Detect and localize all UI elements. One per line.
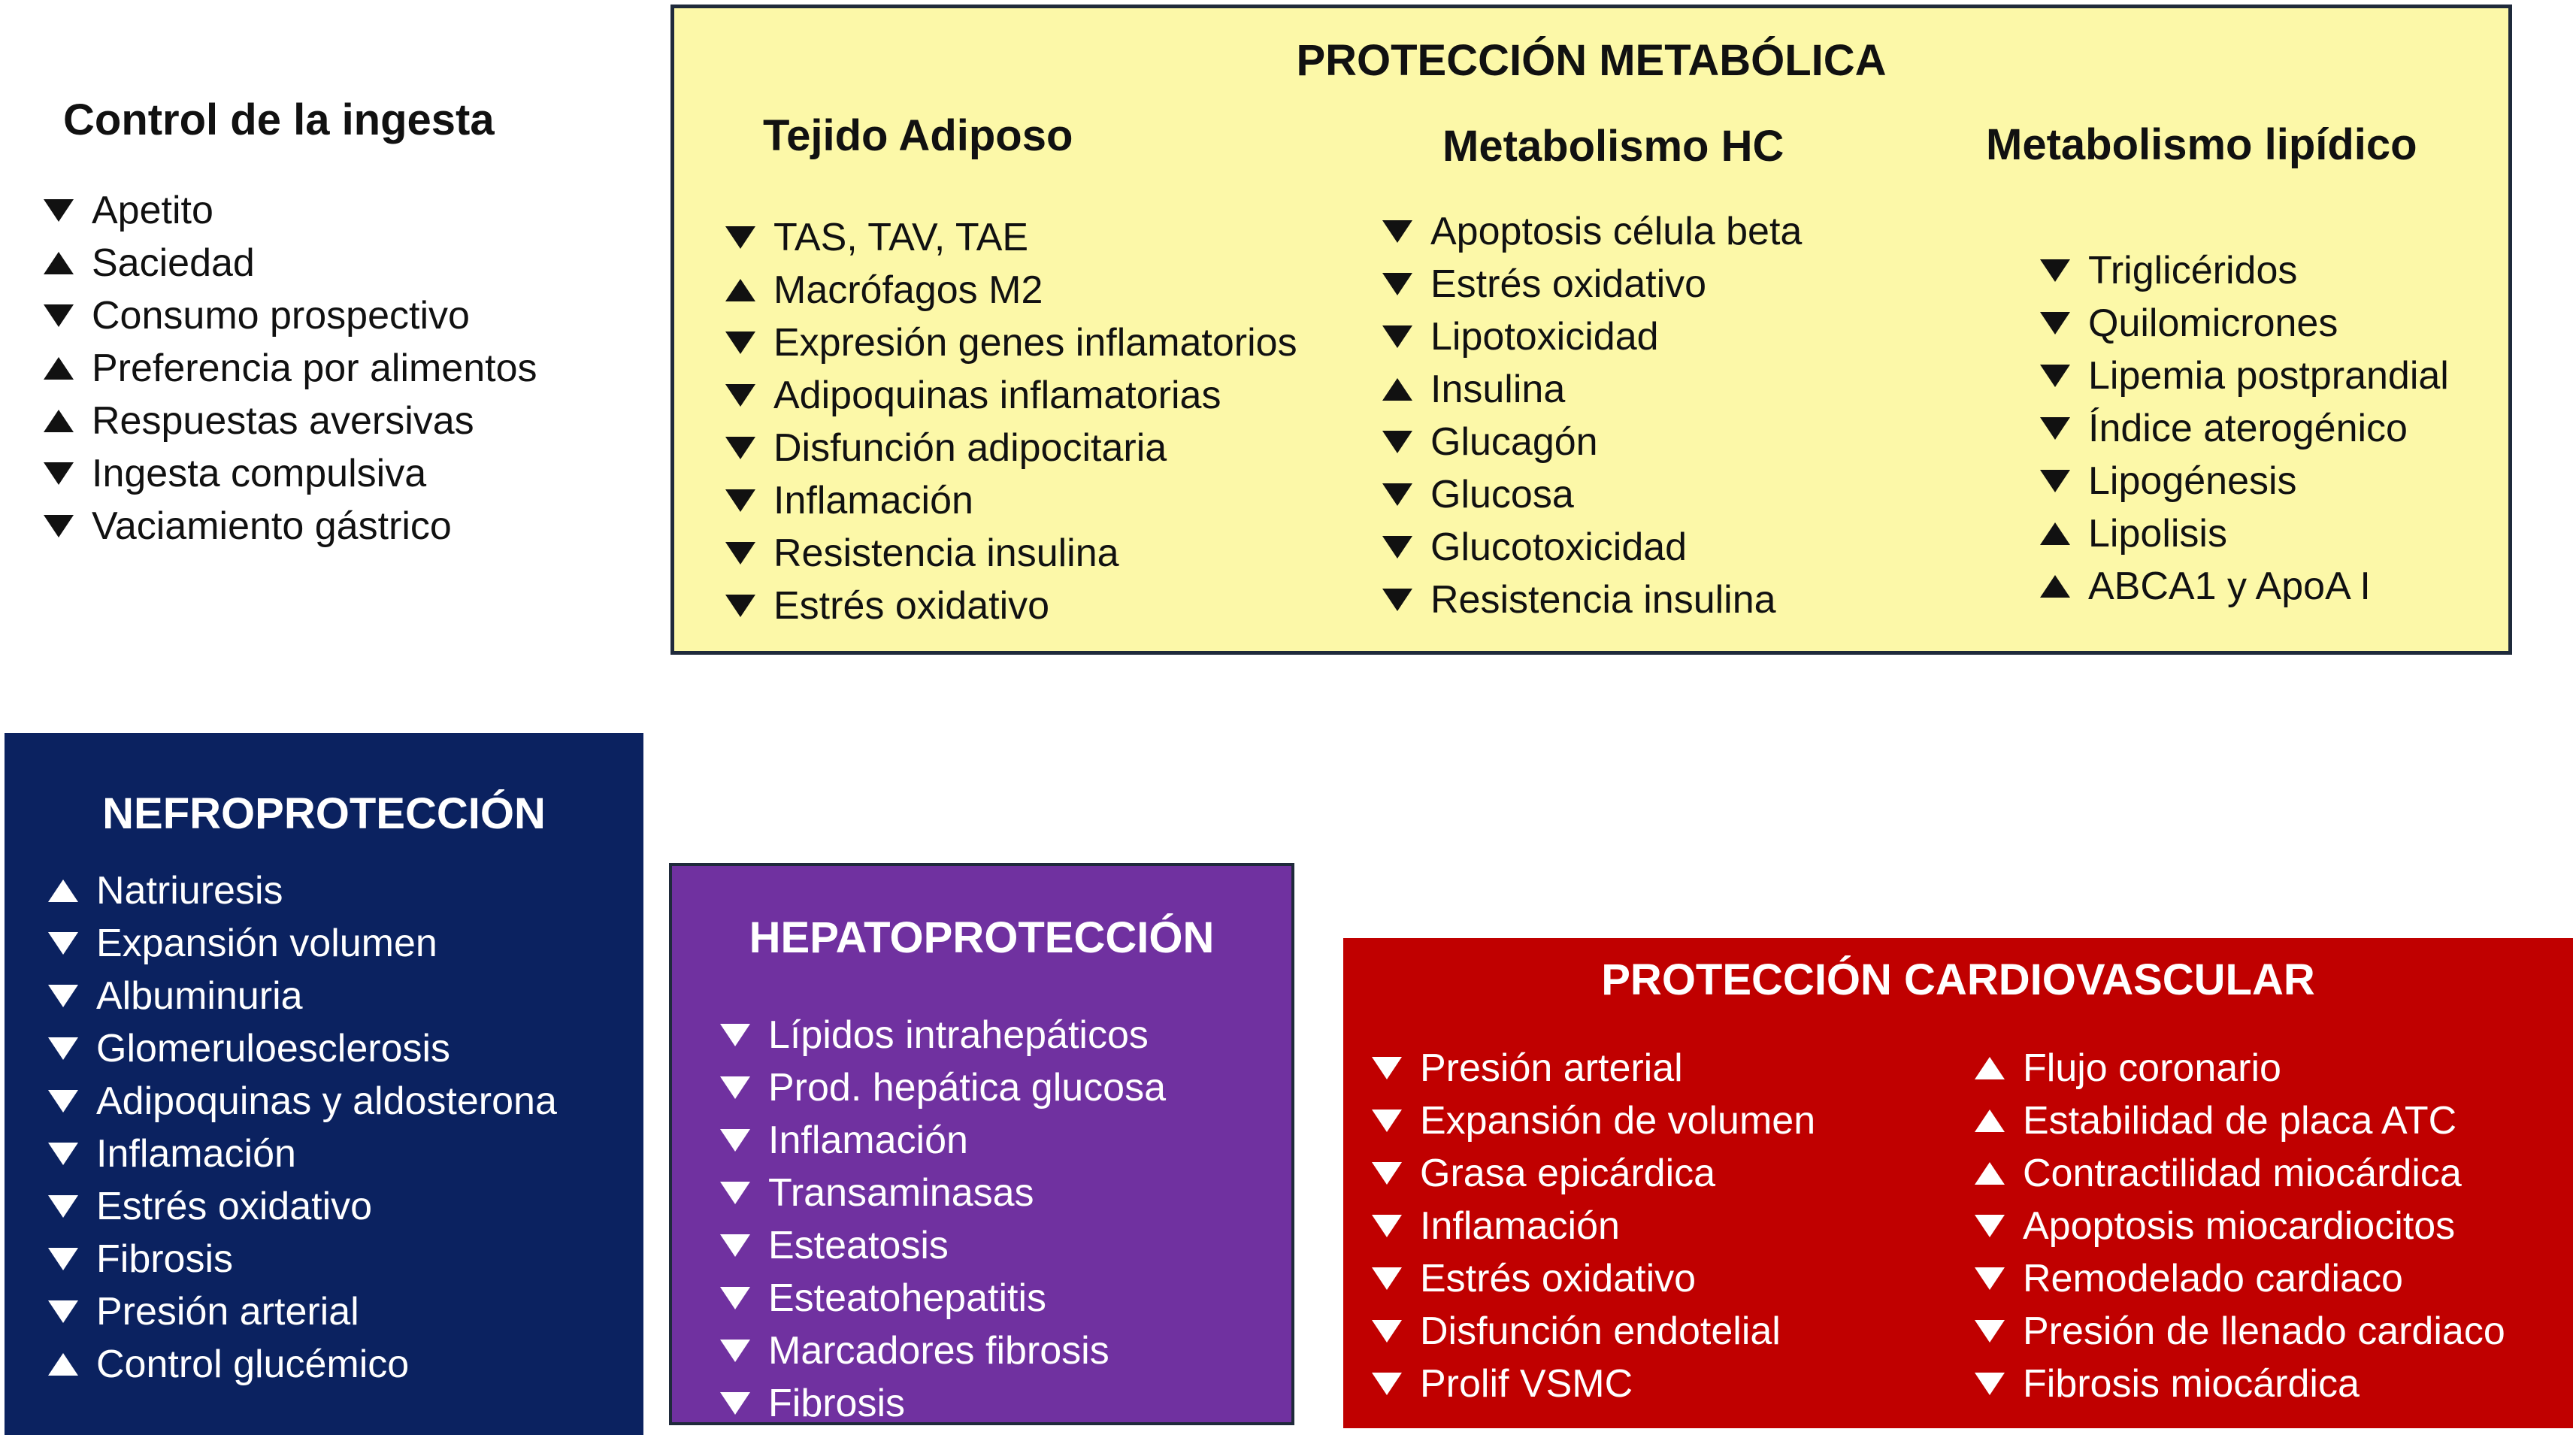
list-item-label: Expansión de volumen	[1420, 1099, 1816, 1143]
arrow-down-icon	[44, 462, 74, 485]
list-item	[725, 369, 1297, 422]
list-item-label: Apetito	[92, 189, 213, 232]
arrow-down-icon	[1975, 1320, 2005, 1343]
list-item-label: TAS, TAV, TAE	[773, 216, 1029, 259]
list-item-label: Estabilidad de placa ATC	[2023, 1099, 2457, 1143]
list-item	[44, 395, 537, 447]
arrow-up-icon	[44, 252, 74, 274]
list-item	[720, 1009, 1166, 1061]
arrow-down-icon	[1382, 589, 1412, 611]
arrow-up-icon	[2040, 575, 2070, 598]
arrow-up-icon	[44, 410, 74, 432]
list-item-label: Esteatosis	[768, 1224, 949, 1267]
list-item-label: Glucotoxicidad	[1430, 525, 1688, 569]
list-item-label: Fibrosis	[768, 1382, 906, 1425]
list-item-label: Vaciamiento gástrico	[92, 504, 452, 548]
list-item	[1975, 1094, 2505, 1147]
list-item-label: Natriuresis	[96, 869, 283, 913]
arrow-down-icon	[2040, 259, 2070, 282]
list-item	[48, 917, 557, 970]
carbohydrate-metabolism-heading: Metabolismo HC	[1442, 122, 1784, 171]
list-item-label: Marcadores fibrosis	[768, 1329, 1109, 1373]
list-item	[44, 184, 537, 237]
list-item	[1382, 310, 1802, 363]
arrow-down-icon	[725, 437, 755, 459]
list-item-label: Triglicéridos	[2088, 249, 2298, 292]
list-item	[1372, 1094, 1815, 1147]
list-item-label: Expansión volumen	[96, 922, 437, 965]
hepatoprotection-list	[720, 1009, 1166, 1430]
list-item	[1975, 1042, 2505, 1094]
list-item-label: Estrés oxidativo	[1430, 262, 1707, 306]
list-item	[1372, 1305, 1815, 1358]
list-item-label: Adipoquinas inflamatorias	[773, 374, 1221, 417]
list-item-label: Expresión genes inflamatorios	[773, 321, 1297, 365]
list-item-label: Inflamación	[1420, 1204, 1620, 1248]
carbohydrate-metabolism-list	[1382, 205, 1802, 626]
lipid-metabolism-list	[2040, 244, 2449, 613]
list-item	[2040, 350, 2449, 402]
arrow-down-icon	[48, 1090, 78, 1113]
list-item	[44, 447, 537, 500]
list-item	[1372, 1358, 1815, 1410]
list-item-label: Estrés oxidativo	[96, 1185, 373, 1228]
arrow-down-icon	[725, 331, 755, 354]
arrow-down-icon	[1382, 483, 1412, 506]
arrow-down-icon	[720, 1392, 750, 1415]
list-item	[1975, 1305, 2505, 1358]
list-item-label: Glucosa	[1430, 473, 1574, 516]
arrow-down-icon	[2040, 365, 2070, 387]
list-item	[725, 580, 1297, 632]
arrow-down-icon	[1975, 1215, 2005, 1237]
arrow-down-icon	[1372, 1057, 1402, 1079]
list-item	[720, 1377, 1166, 1430]
arrow-down-icon	[720, 1234, 750, 1257]
cardiovascular-list-right	[1975, 1042, 2505, 1410]
list-item-label: Glomeruloesclerosis	[96, 1027, 451, 1070]
list-item	[44, 289, 537, 342]
arrow-down-icon	[1372, 1320, 1402, 1343]
arrow-down-icon	[1382, 431, 1412, 453]
list-item	[1382, 363, 1802, 416]
list-item	[48, 864, 557, 917]
list-item-label: Inflamación	[768, 1119, 968, 1162]
list-item-label: Lípidos intrahepáticos	[768, 1013, 1149, 1057]
nephroprotection-list	[48, 864, 557, 1391]
arrow-down-icon	[48, 1037, 78, 1060]
list-item-label: Preferencia por alimentos	[92, 347, 537, 390]
arrow-down-icon	[725, 542, 755, 565]
list-item	[725, 474, 1297, 527]
list-item	[2040, 455, 2449, 507]
list-item	[2040, 244, 2449, 297]
list-item-label: Consumo prospectivo	[92, 294, 470, 338]
nephroprotection-panel	[5, 733, 643, 1435]
list-item	[725, 422, 1297, 474]
list-item	[725, 527, 1297, 580]
list-item-label: Inflamación	[773, 479, 973, 522]
arrow-down-icon	[720, 1024, 750, 1046]
intake-control-panel	[30, 83, 646, 571]
list-item-label: Resistencia insulina	[1430, 578, 1776, 622]
arrow-down-icon	[1372, 1110, 1402, 1132]
arrow-down-icon	[2040, 312, 2070, 335]
list-item	[725, 264, 1297, 316]
list-item-label: Remodelado cardiaco	[2023, 1257, 2403, 1300]
list-item	[48, 1285, 557, 1338]
list-item	[48, 1338, 557, 1391]
list-item-label: Apoptosis miocardiocitos	[2023, 1204, 2456, 1248]
arrow-down-icon	[720, 1076, 750, 1099]
arrow-up-icon	[2040, 522, 2070, 545]
arrow-down-icon	[44, 304, 74, 327]
metabolic-protection-panel	[670, 5, 2512, 655]
arrow-down-icon	[725, 489, 755, 512]
arrow-down-icon	[1372, 1267, 1402, 1290]
list-item	[1382, 521, 1802, 574]
list-item-label: Fibrosis	[96, 1237, 234, 1281]
lipid-metabolism-heading: Metabolismo lipídico	[1986, 120, 2417, 169]
list-item	[1372, 1147, 1815, 1200]
arrow-down-icon	[720, 1287, 750, 1309]
arrow-down-icon	[725, 595, 755, 617]
list-item	[725, 211, 1297, 264]
adipose-tissue-list	[725, 211, 1297, 632]
arrow-up-icon	[48, 879, 78, 902]
list-item-label: Disfunción endotelial	[1420, 1309, 1781, 1353]
list-item-label: Prolif VSMC	[1420, 1362, 1633, 1406]
list-item-label: Control glucémico	[96, 1343, 410, 1386]
list-item-label: Índice aterogénico	[2088, 407, 2408, 450]
list-item-label: ABCA1 y ApoA I	[2088, 565, 2371, 608]
nephroprotection-title: NEFROPROTECCIÓN	[102, 789, 546, 838]
list-item-label: Glucagón	[1430, 420, 1598, 464]
cardiovascular-list-left	[1372, 1042, 1815, 1410]
list-item-label: Inflamación	[96, 1132, 296, 1176]
list-item	[1382, 468, 1802, 521]
arrow-down-icon	[1975, 1267, 2005, 1290]
list-item-label: Grasa epicárdica	[1420, 1152, 1716, 1195]
arrow-down-icon	[48, 1195, 78, 1218]
list-item-label: Macrófagos M2	[773, 268, 1043, 312]
list-item	[1975, 1200, 2505, 1252]
list-item	[720, 1061, 1166, 1114]
list-item	[44, 237, 537, 289]
list-item	[1382, 205, 1802, 258]
list-item-label: Apoptosis célula beta	[1430, 210, 1803, 253]
list-item	[44, 342, 537, 395]
list-item-label: Lipemia postprandial	[2088, 354, 2449, 398]
list-item	[1382, 258, 1802, 310]
list-item	[725, 316, 1297, 369]
list-item	[1372, 1252, 1815, 1305]
list-item-label: Prod. hepática glucosa	[768, 1066, 1167, 1110]
list-item	[720, 1219, 1166, 1272]
arrow-down-icon	[720, 1182, 750, 1204]
arrow-down-icon	[48, 1143, 78, 1165]
list-item-label: Lipogénesis	[2088, 459, 2297, 503]
cardiovascular-protection-panel	[1343, 938, 2573, 1428]
list-item	[1975, 1358, 2505, 1410]
list-item-label: Estrés oxidativo	[1420, 1257, 1697, 1300]
arrow-down-icon	[1382, 220, 1412, 243]
list-item-label: Contractilidad miocárdica	[2023, 1152, 2462, 1195]
metabolic-title: PROTECCIÓN METABÓLICA	[1296, 36, 1887, 85]
arrow-up-icon	[44, 357, 74, 380]
list-item	[720, 1272, 1166, 1324]
list-item	[720, 1167, 1166, 1219]
list-item	[44, 500, 537, 552]
arrow-down-icon	[44, 515, 74, 537]
hepatoprotection-title: HEPATOPROTECCIÓN	[749, 913, 1215, 962]
list-item	[48, 1180, 557, 1233]
list-item	[1372, 1200, 1815, 1252]
arrow-down-icon	[720, 1129, 750, 1152]
arrow-down-icon	[2040, 470, 2070, 492]
list-item-label: Esteatohepatitis	[768, 1276, 1047, 1320]
list-item-label: Presión arterial	[96, 1290, 359, 1334]
arrow-down-icon	[2040, 417, 2070, 440]
arrow-down-icon	[44, 199, 74, 222]
list-item	[1372, 1042, 1815, 1094]
list-item	[2040, 297, 2449, 350]
list-item-label: Quilomicrones	[2088, 301, 2338, 345]
list-item	[2040, 507, 2449, 560]
arrow-down-icon	[48, 1248, 78, 1270]
list-item-label: Lipotoxicidad	[1430, 315, 1659, 359]
list-item-label: Lipolisis	[2088, 512, 2227, 556]
list-item-label: Ingesta compulsiva	[92, 452, 427, 495]
list-item-label: Respuestas aversivas	[92, 399, 474, 443]
list-item-label: Saciedad	[92, 241, 255, 285]
arrow-down-icon	[48, 1300, 78, 1323]
list-item-label: Presión arterial	[1420, 1046, 1683, 1090]
list-item	[2040, 560, 2449, 613]
list-item	[1975, 1147, 2505, 1200]
list-item	[720, 1324, 1166, 1377]
arrow-down-icon	[1372, 1373, 1402, 1395]
intake-title: Control de la ingesta	[63, 95, 495, 144]
list-item	[1975, 1252, 2505, 1305]
intake-list	[44, 184, 537, 552]
list-item	[48, 1022, 557, 1075]
list-item	[48, 1128, 557, 1180]
list-item-label: Transaminasas	[768, 1171, 1034, 1215]
arrow-up-icon	[1975, 1162, 2005, 1185]
arrow-down-icon	[1382, 273, 1412, 295]
arrow-down-icon	[1382, 325, 1412, 348]
arrow-down-icon	[1372, 1162, 1402, 1185]
arrow-up-icon	[1382, 378, 1412, 401]
arrow-up-icon	[725, 279, 755, 301]
arrow-down-icon	[720, 1340, 750, 1362]
list-item-label: Presión de llenado cardiaco	[2023, 1309, 2505, 1353]
arrow-up-icon	[48, 1353, 78, 1376]
list-item	[1382, 574, 1802, 626]
arrow-down-icon	[1975, 1373, 2005, 1395]
list-item	[720, 1114, 1166, 1167]
list-item	[48, 1233, 557, 1285]
hepatoprotection-panel	[669, 863, 1294, 1425]
list-item-label: Disfunción adipocitaria	[773, 426, 1167, 470]
arrow-down-icon	[1382, 536, 1412, 559]
list-item-label: Adipoquinas y aldosterona	[96, 1079, 557, 1123]
list-item-label: Fibrosis miocárdica	[2023, 1362, 2360, 1406]
arrow-up-icon	[1975, 1110, 2005, 1132]
list-item	[2040, 402, 2449, 455]
list-item	[48, 970, 557, 1022]
arrow-down-icon	[48, 932, 78, 955]
adipose-tissue-heading: Tejido Adiposo	[763, 111, 1073, 160]
arrow-down-icon	[725, 226, 755, 249]
arrow-down-icon	[48, 985, 78, 1007]
list-item-label: Albuminuria	[96, 974, 303, 1018]
arrow-down-icon	[725, 384, 755, 407]
list-item-label: Estrés oxidativo	[773, 584, 1050, 628]
list-item-label: Insulina	[1430, 368, 1566, 411]
list-item	[1382, 416, 1802, 468]
list-item	[48, 1075, 557, 1128]
cardiovascular-title: PROTECCIÓN CARDIOVASCULAR	[1601, 955, 2315, 1004]
arrow-up-icon	[1975, 1057, 2005, 1079]
list-item-label: Flujo coronario	[2023, 1046, 2281, 1090]
arrow-down-icon	[1372, 1215, 1402, 1237]
list-item-label: Resistencia insulina	[773, 531, 1119, 575]
